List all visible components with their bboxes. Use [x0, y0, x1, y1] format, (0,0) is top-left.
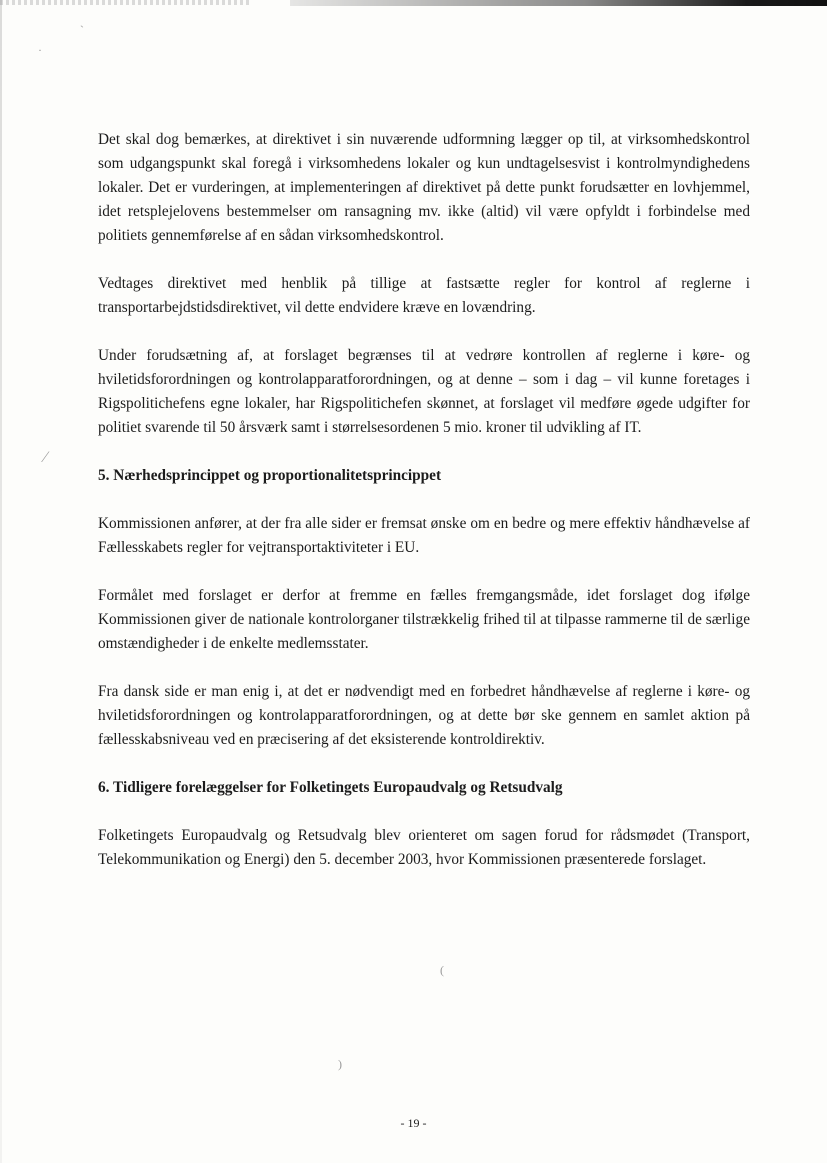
paragraph-gap — [98, 440, 750, 464]
paragraph-commission-statement: Kommissionen anfører, at der fra alle sider er fremsat ønske om en bedre og mere effektiv håndhævelse af Fællesskabets regler for vejtransportaktiviteter i EU. — [98, 515, 750, 556]
paragraph-gap — [98, 488, 750, 512]
paragraph-working-time-directive: Vedtages direktivet med henblik på tillige at fastsætte regler for kontrol af reglerne i transportarbejdstidsdirektivet, vil dette endvidere kræve en lovændring. — [98, 275, 750, 316]
paragraph-gap — [98, 560, 750, 584]
scan-speck: ⁄ — [44, 449, 47, 466]
paragraph-gap — [98, 752, 750, 776]
section-heading-previous-submissions: 6. Tidligere forelæggelser for Folketingets Europaudvalg og Retsudvalg — [98, 779, 563, 796]
scan-speck: ) — [338, 1057, 342, 1071]
scan-artifact-left-edge — [0, 0, 2, 1163]
document-page-body — [98, 128, 750, 872]
paragraph-cost-estimate: Under forudsætning af, at forslaget begrænses til at vedrøre kontrollen af reglerne i køre- og hviletidsforordningen og kontrolapparatforordningen, og at denne – som i dag – vil kunne foretages i Rigspolitichefens egne lokaler, har Rigspolitichefen skønnet, at forslaget vil medføre øgede udgifter for politiet svarende til 50 årsværk samt i størrelsesordenen 5 mio. kroner til udvikling af IT. — [98, 347, 750, 436]
paragraph-proposal-purpose: Formålet med forslaget er derfor at fremme en fælles fremgangsmåde, idet forslaget dog ifølge Kommissionen giver de nationale kontrolorganer tilstrækkelig frihed til at tilpasse rammerne til de særlige omstændigheder i de enkelte medlemsstater. — [98, 587, 750, 652]
paragraph-committee-orientation: Folketingets Europaudvalg og Retsudvalg blev orienteret om sagen forud for rådsmødet (Transport, Telekommunikation og Energi) den 5. december 2003, hvor Kommissionen præsenterede forslaget. — [98, 827, 750, 868]
section-heading-subsidiarity: 5. Nærhedsprincippet og proportionalitetsprincippet — [98, 467, 442, 484]
paragraph-gap — [98, 656, 750, 680]
paragraph-directive-control-location: Det skal dog bemærkes, at direktivet i sin nuværende udformning lægger op til, at virksomhedskontrol som udgangspunkt skal foregå i virksomhedens lokaler og kun undtagelsesvist i kontrolmyndighedens lokaler. Det er vurderingen, at implementeringen af direktivet på dette punkt forudsætter en lovhjemmel, idet retsplejelovens bestemmelser om ransagning mv. ikke (altid) vil være opfyldt i forbindelse med politiets gennemførelse af en sådan virksomhedskontrol. — [98, 131, 750, 244]
scan-speck: · — [38, 43, 42, 57]
paragraph-gap — [98, 248, 750, 272]
scan-artifact-top-right — [290, 0, 827, 6]
scan-speck: ˋ — [80, 23, 84, 37]
page-number: - 19 - — [400, 1116, 427, 1130]
scan-artifact-top-left — [0, 0, 250, 5]
scan-speck: ( — [440, 963, 444, 977]
paragraph-gap — [98, 320, 750, 344]
paragraph-danish-position: Fra dansk side er man enig i, at det er nødvendigt med en forbedret håndhævelse af reglerne i køre- og hviletidsforordningen og kontrolapparatforordningen, og at dette bør ske gennem en samlet aktion på fællesskabsniveau ved en præcisering af det eksisterende kontroldirektiv. — [98, 683, 750, 748]
paragraph-gap — [98, 800, 750, 824]
